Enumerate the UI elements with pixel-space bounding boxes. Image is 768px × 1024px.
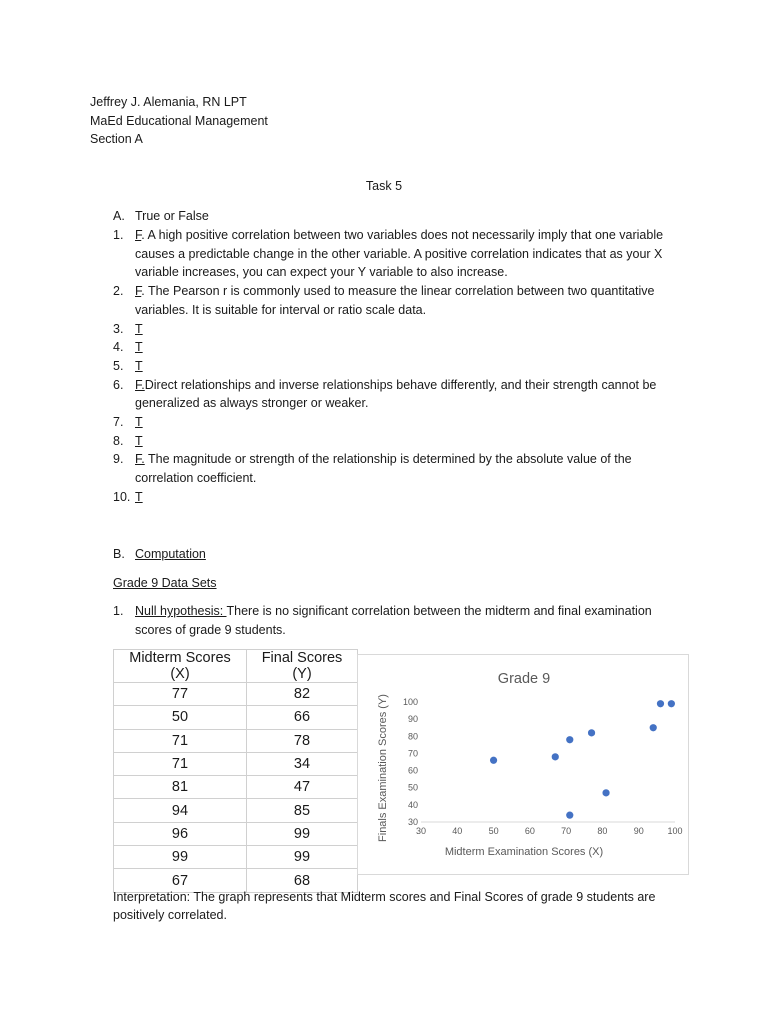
- part-b-heading: [135, 545, 680, 564]
- midterm-cell: 96: [114, 822, 247, 845]
- table-row: [114, 683, 358, 706]
- y-tick-label: 30: [407, 817, 418, 827]
- midterm-header: Midterm Scores (X): [114, 650, 247, 683]
- x-tick-label: 40: [452, 826, 463, 836]
- item-number: 7.: [113, 415, 124, 429]
- explanation-text: The magnitude or strength of the relationship is determined by the absolute value of the: [144, 452, 632, 467]
- explanation-text: . The Pearson r is commonly used to measure the linear correlation between two quantitative: [141, 284, 655, 299]
- data-point: [657, 700, 664, 707]
- item-text-line: [135, 320, 680, 339]
- data-point: [552, 753, 559, 760]
- answer-mark: T: [135, 489, 143, 504]
- author-name: Jeffrey J. Alemania, RN LPT: [90, 95, 247, 109]
- y-tick-label: 70: [407, 748, 418, 759]
- midterm-cell: 99: [114, 846, 247, 869]
- item-number: 1.: [113, 228, 124, 242]
- item-text-line: [135, 376, 680, 395]
- answer-mark: T: [135, 340, 143, 355]
- answer-mark: T: [135, 358, 143, 373]
- answer-mark: F: [135, 228, 142, 242]
- midterm-cell: 71: [114, 729, 247, 752]
- final-cell: 82: [247, 683, 358, 706]
- final-cell: 68: [247, 869, 358, 892]
- item-number: 6.: [113, 377, 124, 392]
- table-row: [114, 729, 358, 752]
- table-header-row: [114, 650, 358, 683]
- item-number: 3.: [113, 321, 124, 336]
- item-text-line: variable increases, you can expect your Y variable to also increase.: [135, 265, 508, 280]
- item-text-line: [135, 282, 680, 301]
- data-point: [668, 700, 675, 707]
- x-tick-label: 70: [561, 826, 572, 836]
- scatter-plot-svg: [358, 655, 690, 876]
- answer-mark: F.: [135, 377, 145, 392]
- explanation-text: Direct relationships and inverse relationships behave differently, and their strength cannot be: [144, 377, 657, 392]
- final-cell: 66: [247, 706, 358, 729]
- final-cell: 99: [247, 846, 358, 869]
- table-row: [114, 776, 358, 799]
- explanation-text: . A high positive correlation between two variables does not necessarily imply that one variable: [141, 228, 664, 242]
- item-number: 2.: [113, 284, 124, 299]
- item-number: 10.: [113, 489, 131, 504]
- table-row: [114, 846, 358, 869]
- midterm-cell: 67: [114, 869, 247, 892]
- answer-mark: T: [135, 433, 143, 448]
- grade9-subheading: [113, 574, 217, 593]
- hypothesis-line-1: [135, 602, 680, 621]
- final-cell: 47: [247, 776, 358, 799]
- item-number: 8.: [113, 433, 124, 448]
- data-point: [602, 789, 609, 796]
- x-tick-label: 80: [597, 826, 608, 836]
- y-tick-label: 100: [402, 697, 418, 707]
- item-text-line: [135, 432, 680, 451]
- x-tick-label: 60: [524, 826, 535, 836]
- hypothesis-number: 1.: [113, 604, 124, 618]
- item-number: 4.: [113, 340, 124, 355]
- course-name: MaEd Educational Management: [90, 114, 268, 128]
- grade9-scatter-chart: [357, 654, 689, 875]
- midterm-cell: 81: [114, 776, 247, 799]
- grade9-subheading-text: Grade 9 Data Sets: [113, 576, 217, 590]
- chart-title: Grade 9: [497, 671, 551, 687]
- computation-heading: Computation: [135, 547, 206, 561]
- item-text-line: [135, 338, 680, 357]
- part-a-heading: True or False: [135, 209, 209, 223]
- data-point: [650, 724, 657, 731]
- item-text-line: generalized as always stronger or weaker.: [135, 396, 369, 411]
- item-text-line: [135, 226, 680, 245]
- grade9-data-table: [113, 649, 358, 893]
- x-tick-label: 90: [633, 826, 644, 836]
- interpretation-line-1: Interpretation: The graph represents that Midterm scores and Final Scores of grade 9 students are: [113, 890, 656, 904]
- y-tick-label: 50: [407, 782, 418, 793]
- data-point: [566, 812, 573, 819]
- table-row: [114, 822, 358, 845]
- page-title: Task 5: [365, 179, 403, 193]
- table-row: [114, 799, 358, 822]
- x-tick-label: 30: [415, 826, 427, 836]
- answer-mark: T: [135, 415, 143, 429]
- null-hypothesis-label: Null hypothesis:: [135, 604, 227, 618]
- table-row: [114, 752, 358, 775]
- item-number: 5.: [113, 358, 124, 373]
- data-point: [566, 736, 573, 743]
- hypothesis-line-2: scores of grade 9 students.: [135, 623, 286, 637]
- item-number: 9.: [113, 452, 124, 467]
- hypothesis-text: There is no significant correlation between the midterm and final examination: [226, 604, 652, 618]
- part-a-marker: A.: [113, 209, 125, 223]
- x-tick-label: 50: [488, 826, 499, 836]
- midterm-cell: 77: [114, 683, 247, 706]
- item-text-line: [135, 357, 680, 376]
- final-header: Final Scores (Y): [247, 650, 358, 683]
- final-cell: 85: [247, 799, 358, 822]
- item-text-line: [135, 488, 680, 507]
- item-text-line: causes a predictable change in the other variable. A positive correlation indicates that as your X: [135, 246, 663, 261]
- part-b-marker: B.: [113, 547, 125, 561]
- y-tick-label: 80: [407, 731, 418, 742]
- midterm-cell: 94: [114, 799, 247, 822]
- item-text-line: [135, 413, 680, 432]
- final-cell: 78: [247, 729, 358, 752]
- y-tick-label: 40: [407, 799, 418, 810]
- y-tick-label: 90: [407, 714, 418, 725]
- x-axis-label: Midterm Examination Scores (X): [444, 846, 604, 858]
- midterm-cell: 50: [114, 706, 247, 729]
- x-tick-label: 100: [667, 826, 683, 836]
- data-point: [490, 757, 497, 764]
- y-tick-label: 60: [407, 765, 418, 776]
- answer-mark: F.: [135, 452, 145, 467]
- item-text-line: variables. It is suitable for interval or ratio scale data.: [135, 302, 427, 317]
- item-text-line: correlation coefficient.: [135, 471, 257, 486]
- answer-mark: T: [135, 321, 143, 336]
- y-axis-label: Finals Examination Scores (Y): [377, 694, 389, 842]
- answer-mark: F: [135, 284, 142, 299]
- item-text-line: [135, 450, 680, 469]
- section-label: Section A: [90, 132, 143, 146]
- table-row: [114, 706, 358, 729]
- final-cell: 99: [247, 822, 358, 845]
- final-cell: 34: [247, 752, 358, 775]
- midterm-cell: 71: [114, 752, 247, 775]
- interpretation-line-2: positively correlated.: [113, 908, 227, 922]
- data-point: [588, 729, 595, 736]
